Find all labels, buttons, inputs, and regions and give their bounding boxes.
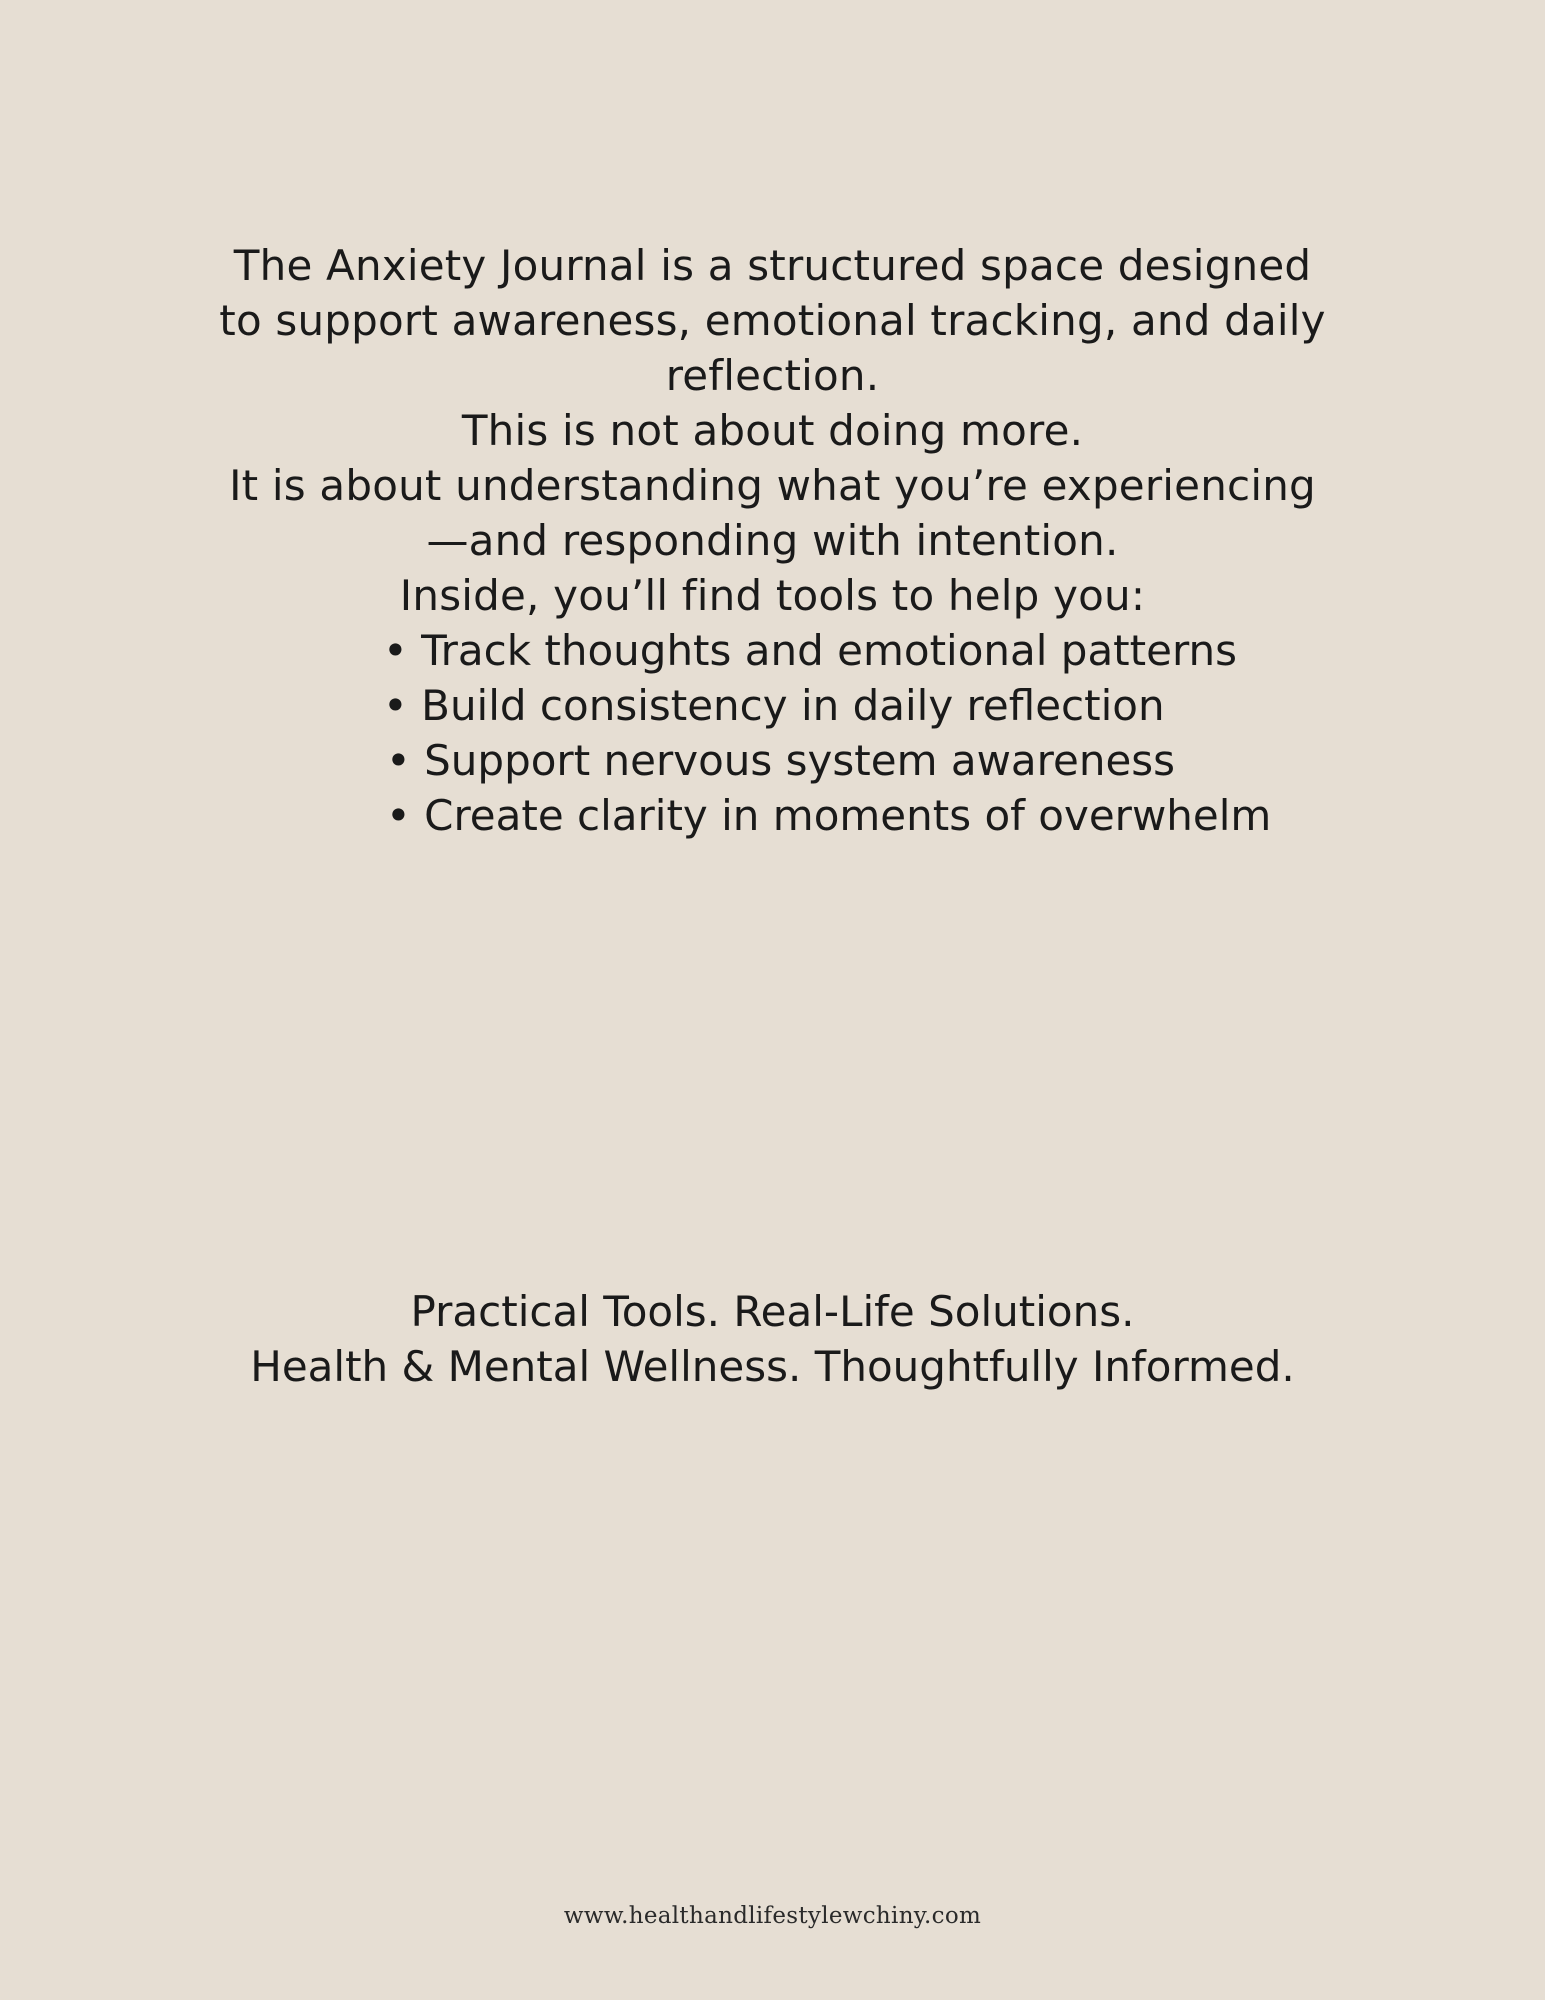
list-item: • Support nervous system awareness [386, 736, 1176, 785]
tools-list [383, 623, 1383, 843]
intro-line: Inside, you’ll find tools to help you: [399, 571, 1146, 620]
intro-line: The Anxiety Journal is a structured space designed [233, 241, 1312, 290]
tagline-line-2: Health & Mental Wellness. Thoughtfully Informed. [250, 1342, 1295, 1391]
intro-text [160, 238, 1385, 623]
list-item: • Build consistency in daily reflection [383, 681, 1165, 730]
intro-line: —and responding with intention. [426, 516, 1119, 565]
list-item: • Create clarity in moments of overwhelm [386, 791, 1272, 840]
intro-line: to support awareness, emotional tracking, and daily [219, 296, 1326, 345]
tagline-line-1: Practical Tools. Real-Life Solutions. [410, 1287, 1135, 1336]
website-url: www.healthandlifestylewchiny.com [563, 1903, 982, 1929]
list-item: • Track thoughts and emotional patterns [383, 626, 1237, 675]
intro-line: This is not about doing more. [461, 406, 1084, 455]
intro-line: It is about understanding what you’re experiencing [229, 461, 1316, 510]
tagline [160, 1284, 1385, 1394]
intro-line: reflection. [665, 351, 880, 400]
